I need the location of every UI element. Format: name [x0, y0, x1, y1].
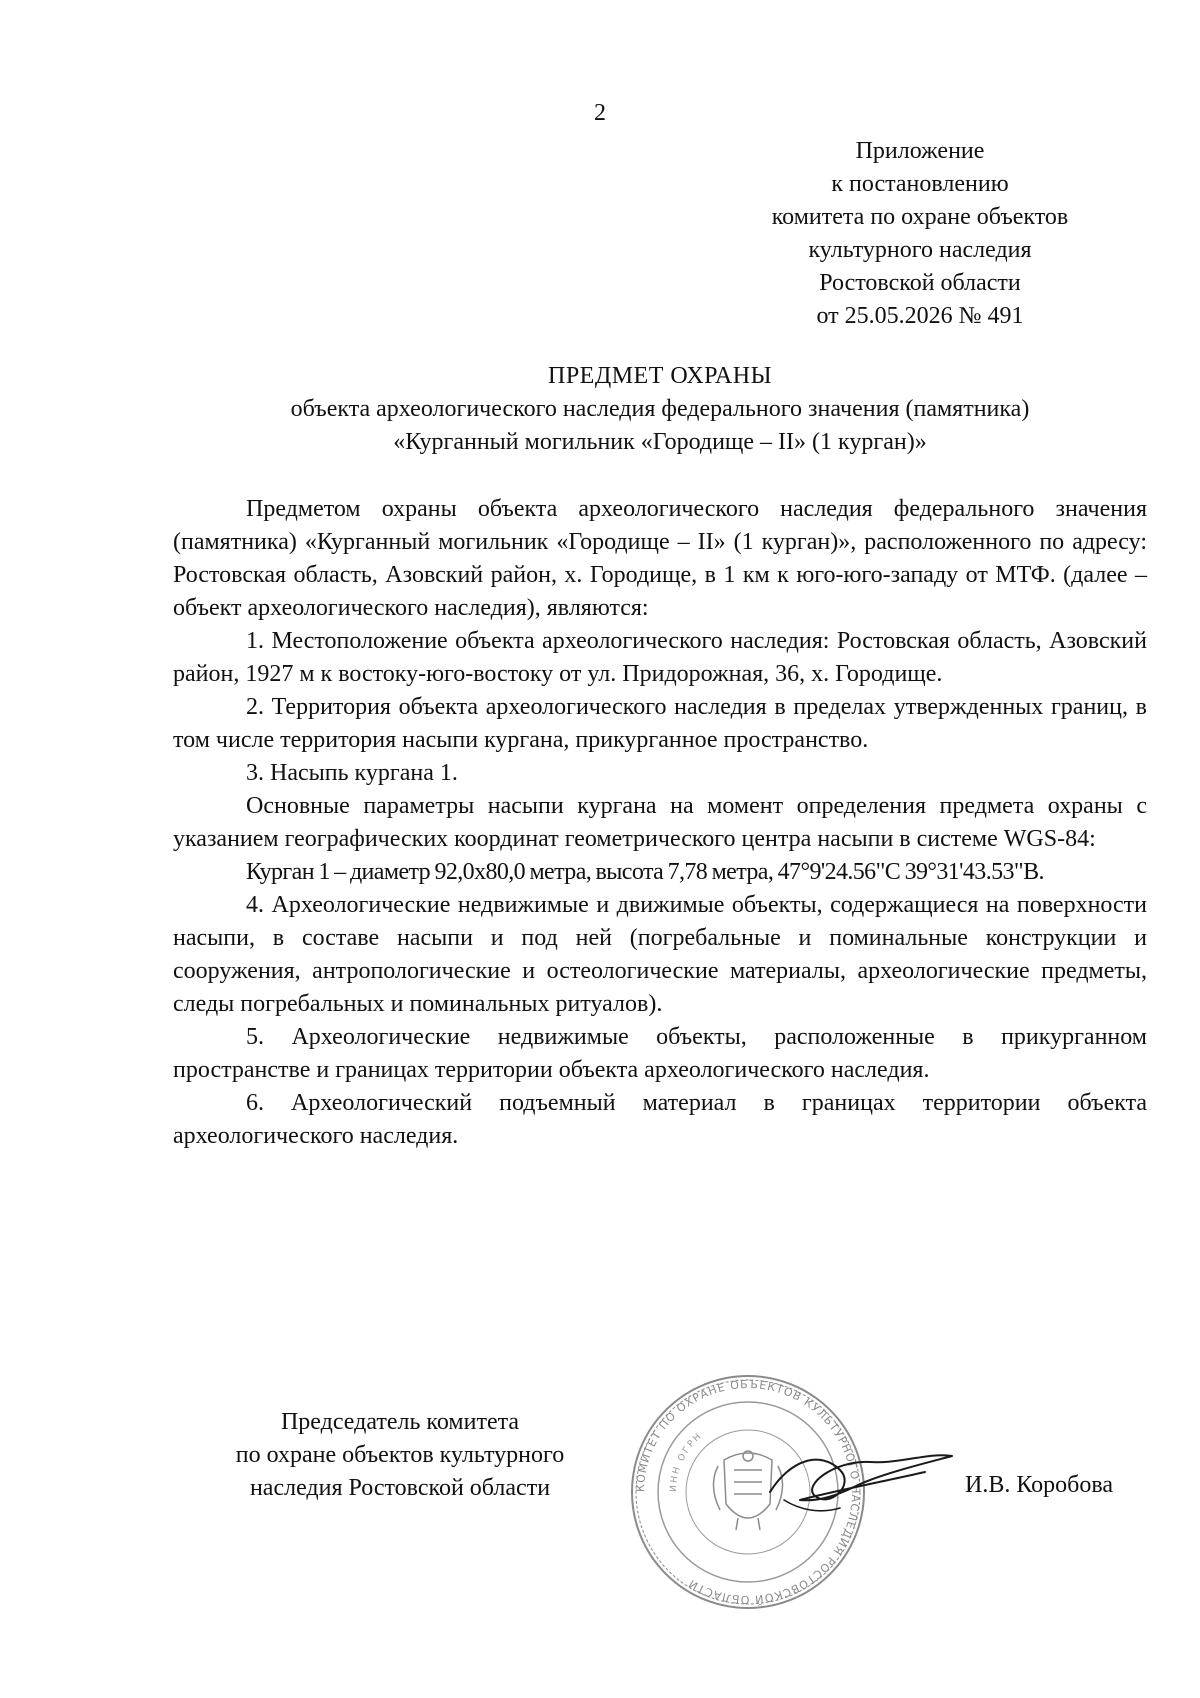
signatory-title-line: Председатель комитета — [280, 1409, 520, 1435]
body-paragraph: 4. Археологические недвижимые и движимые объекты, содержащиеся на поверхности насыпи, в составе насыпи и под ней (погребальные и поминальные конструкции и сооружения, антропологические и остеологические материалы, археологические предметы, следы погребальных и поминальных ритуалов). — [173, 892, 1147, 1017]
appendix-header — [700, 135, 1140, 333]
signatory-name: И.В. Коробова — [965, 1472, 1114, 1498]
body-paragraph: 2. Территория объекта археологического наследия в пределах утвержденных границ, в том числе территория насыпи кургана, прикурганное пространство. — [173, 694, 1147, 753]
document-title — [120, 360, 1200, 459]
appendix-line: к постановлению — [831, 171, 1009, 197]
page-number: 2 — [594, 100, 606, 126]
signatory-title — [180, 1406, 620, 1505]
body-paragraph: 6. Археологический подъемный материал в границах территории объекта археологического наследия. — [173, 1090, 1147, 1149]
body-paragraph: 1. Местоположение объекта археологического наследия: Ростовская область, Азовский район, 1927 м к востоку-юго-востоку от ул. Придорожная, 36, х. Городище. — [173, 628, 1147, 687]
body-paragraph: 5. Археологические недвижимые объекты, расположенные в прикурганном пространстве и границах территории объекта археологического наследия. — [173, 1024, 1147, 1083]
body-paragraph: Основные параметры насыпи кургана на момент определения предмета охраны с указанием географических координат геометрического центра насыпи в системе WGS-84: — [173, 793, 1147, 852]
body-paragraph: Предметом охраны объекта археологического наследия федерального значения (памятника) «Курганный могильник «Городище – II» (1 курган)», расположенного по адресу: Ростовская область, Азовский район, х. Городище, в 1 км к юго-юго-западу от МТФ. (далее – объект археологического наследия), являются: — [173, 496, 1147, 621]
appendix-date-number: от 25.05.2026 № 491 — [816, 303, 1024, 329]
appendix-line: Приложение — [855, 138, 985, 164]
signatory-title-line: по охране объектов культурного — [235, 1442, 565, 1468]
body-paragraph: 3. Насыпь кургана 1. — [246, 760, 458, 786]
document-body — [173, 493, 1147, 1153]
title-object-name: «Курганный могильник «Городище – II» (1 курган)» — [393, 429, 927, 455]
title-subtitle: объекта археологического наследия федерального значения (памятника) — [290, 396, 1030, 422]
appendix-line: культурного наследия — [808, 237, 1032, 263]
stamp-outer-text: КОМИТЕТ ПО ОХРАНЕ ОБЪЕКТОВ КУЛЬТУРНОГО НАСЛЕДИЯ РОСТОВСКОЙ ОБЛАСТИ — [633, 1377, 863, 1607]
appendix-line: Ростовской области — [819, 270, 1021, 296]
body-paragraph-coordinates: Курган 1 – диаметр 92,0х80,0 метра, высота 7,78 метра, 47°9'24.56"С 39°31'43.53"В. — [246, 859, 1044, 885]
handwritten-signature — [760, 1430, 960, 1520]
title-main: ПРЕДМЕТ ОХРАНЫ — [547, 363, 773, 389]
stamp-inner-text: ИНН ОГРН — [668, 1430, 705, 1493]
signatory-title-line: наследия Ростовской области — [249, 1475, 551, 1501]
appendix-line: комитета по охране объектов — [771, 204, 1069, 230]
